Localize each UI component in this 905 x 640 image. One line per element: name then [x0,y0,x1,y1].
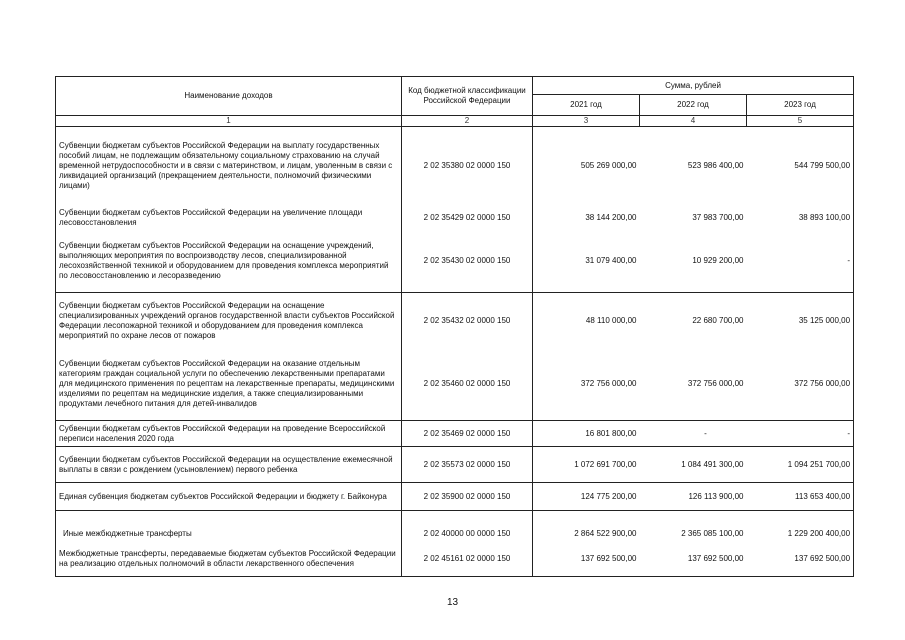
row-code: 2 02 45161 02 0000 150 [402,543,533,577]
row-name: Межбюджетные трансферты, передаваемые бюджетам субъектов Российской Федерации на реализацию отдельных полномочий в области лекарственного обеспечения [56,543,402,577]
header-sum: Сумма, рублей [533,77,854,95]
row-2021: 48 110 000,00 [533,293,640,349]
row-code: 2 02 35430 02 0000 150 [402,231,533,293]
table-row [56,447,854,483]
row-2021: 2 864 522 900,00 [533,511,640,543]
row-2022: 37 983 700,00 [692,212,744,222]
row-code: 2 02 35460 02 0000 150 [402,349,533,421]
row-2023: 137 692 500,00 [747,543,854,577]
row-code: 2 02 35429 02 0000 150 [402,205,533,231]
row-2022: 372 756 000,00 [687,379,744,389]
row-2022: 523 986 400,00 [687,160,744,170]
row-code: 2 02 35469 02 0000 150 [402,421,533,447]
row-2023: 372 756 000,00 [747,349,854,421]
row-code: 2 02 40000 00 0000 150 [402,511,533,543]
table-row [56,293,854,349]
col-index-1: 1 [56,116,402,127]
row-name: Единая субвенция бюджетам субъектов Российской Федерации и бюджету г. Байконура [56,483,402,511]
row-name: Субвенции бюджетам субъектов Российской Федерации на увеличение площади лесовосстановления [56,205,402,231]
row-code: 2 02 35900 02 0000 150 [402,483,533,511]
row-2021: 137 692 500,00 [533,543,640,577]
row-2021: 505 269 000,00 [580,160,637,170]
row-2022: - [640,421,747,447]
row-name: Иные межбюджетные трансферты [56,511,402,543]
header-year-2021: 2021 год [533,95,640,116]
row-2023: 1 094 251 700,00 [747,447,854,483]
col-index-4: 4 [640,116,747,127]
row-2023: - [747,231,854,293]
revenue-table [55,76,854,577]
row-name: Субвенции бюджетам субъектов Российской Федерации на оснащение специализированных учреждений органов государственной власти субъектов Российской Федерации лесопожарной техникой и оборудованием для проведения комплекса мероприятий по охране лесов от пожаров [56,293,402,349]
header-name: Наименование доходов [56,77,402,116]
row-2021: 124 775 200,00 [533,483,640,511]
header-year-2022: 2022 год [640,95,747,116]
row-2023: 35 125 000,00 [747,293,854,349]
row-code: 2 02 35573 02 0000 150 [402,447,533,483]
row-code: 2 02 35432 02 0000 150 [402,293,533,349]
col-index-3: 3 [533,116,640,127]
row-name: Субвенции бюджетам субъектов Российской Федерации на оказание отдельным категориям граждан социальной услуги по обеспечению лекарственными препаратами для медицинского применения по рецептам на лекарственные препараты, медицинскими изделиями по рецептам на медицинские изделия, а также специализированными продуктами лечебного питания для детей-инвалидов [56,349,402,421]
row-2023: 544 799 500,00 [747,127,854,205]
header-year-2023: 2023 год [747,95,854,116]
row-2022: 137 692 500,00 [640,543,747,577]
row-name: Субвенции бюджетам субъектов Российской Федерации на оснащение учреждений, выполняющих мероприятия по воспроизводству лесов, специализированной лесохозяйственной техникой и оборудованием для проведения комплекса мероприятий по лесовосстановлению и лесоразведению [56,231,402,293]
row-2021: 31 079 400,00 [585,256,637,266]
row-2021: 1 072 691 700,00 [533,447,640,483]
row-2021: 16 801 800,00 [533,421,640,447]
row-2023: - [747,421,854,447]
header-code: Код бюджетной классификации Российской Федерации [402,77,533,116]
page-number: 13 [446,597,459,608]
row-code: 2 02 35380 02 0000 150 [402,127,533,205]
table-row [56,349,854,421]
row-2022: 10 929 200,00 [692,256,744,266]
row-name: Субвенции бюджетам субъектов Российской Федерации на выплату государственных пособий лицам, не подлежащим обязательному социальному страхованию на случай временной нетрудоспособности и в связи с материнством, и лицам, уволенным в связи с ликвидацией организаций (прекращением деятельности, полномочий физическими лицами) [56,127,402,205]
table-row [56,511,854,543]
row-name: Субвенции бюджетам субъектов Российской Федерации на проведение Всероссийской переписи населения 2020 года [56,421,402,447]
row-name: Субвенции бюджетам субъектов Российской Федерации на осуществление ежемесячной выплаты в связи с рождением (усыновлением) первого ребенка [56,447,402,483]
row-2021: 372 756 000,00 [580,379,637,389]
col-index-5: 5 [747,116,854,127]
row-2021: 38 144 200,00 [585,212,637,222]
table-row [56,231,854,293]
row-2022: 1 084 491 300,00 [640,447,747,483]
row-2023: 113 653 400,00 [747,483,854,511]
table-row [56,421,854,447]
row-2023: 38 893 100,00 [747,205,854,231]
table-row [56,127,854,205]
row-2023: 1 229 200 400,00 [747,511,854,543]
table-row [56,483,854,511]
row-2022: 22 680 700,00 [640,293,747,349]
col-index-2: 2 [402,116,533,127]
row-2022: 126 113 900,00 [640,483,747,511]
table-row [56,543,854,577]
table-row [56,205,854,231]
row-2022: 2 365 085 100,00 [640,511,747,543]
